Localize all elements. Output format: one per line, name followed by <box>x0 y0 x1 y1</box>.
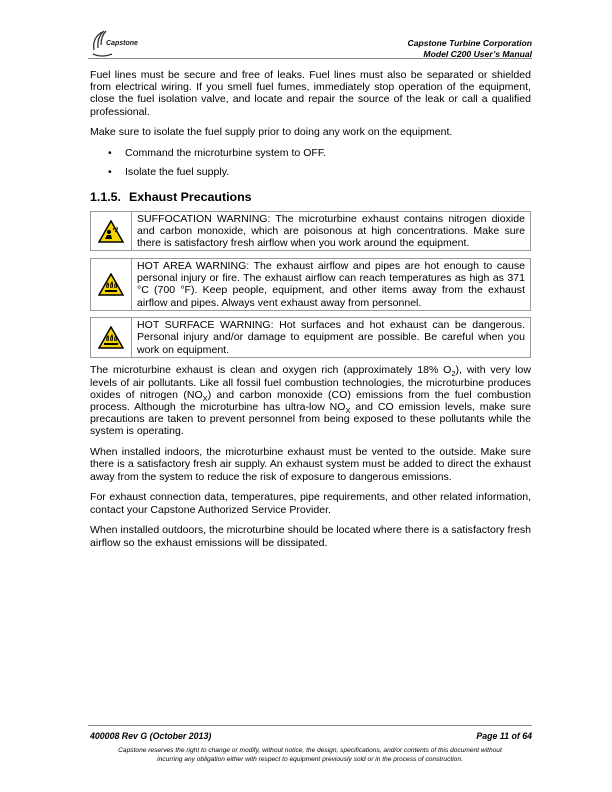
paragraph-exhaust-clean: The microturbine exhaust is clean and oxygen rich (approximately 18% $O_2$), with very low levels of air pollutants. Like all fossil fuel combustion technologies, the microturbine produces oxides of nitrogen $(NO_X)$ and carbon monoxide (CO) emissions from the fuel combustion process. Although the microturbine has ultra-low $NO_X$ and CO emission levels, make sure precautions are taken to prevent personnel from being exposed to these pollutants while the system is operating. <box>90 364 531 438</box>
page-number: Page 11 of 64 <box>476 731 532 741</box>
document-id: 400008 Rev G (October 2013) <box>90 731 212 741</box>
warning-text: SUFFOCATION WARNING: The microturbine exhaust contains nitrogen dioxide and carbon monoxide, which are poisonous at high concentrations. Make sure there is satisfactory fresh airflow when you work around the equipment. <box>137 212 525 250</box>
hot-area-warning-box <box>90 258 531 311</box>
suffocation-warning-box <box>90 211 531 252</box>
warning-text: HOT AREA WARNING: The exhaust airflow and pipes are hot enough to cause personal injury or fire. The exhaust airflow can reach temperatures as high as 371 °C (700 °F). Keep people, equipment, and other items away from the exhaust airflow and pipes. Always vent exhaust away from personnel. <box>137 259 525 309</box>
footer-divider <box>88 725 532 726</box>
paragraph-indoor-install: When installed indoors, the microturbine exhaust must be vented to the outside. Make sure there is a satisfactory fresh air supply. An exhaust system must be added to direct the exhaust away from the system to reduce the risk of exposure to dangerous emissions. <box>90 446 531 483</box>
section-heading <box>90 191 531 203</box>
page-body <box>90 69 531 557</box>
disclaimer-line: Capstone reserves the right to change or modify, without notice, the design, specifications, and/or contents of this document without <box>118 747 502 754</box>
paragraph-fuel-lines: Fuel lines must be secure and free of leaks. Fuel lines must also be separated or shielded from electrical wiring. If you smell fuel fumes, immediately stop operation of the equipment, close the fuel isolation valve, and locate and repair the source of the leak or call a qualified professional. <box>90 69 531 118</box>
disclaimer-line: incurring any obligation either with respect to equipment previously sold or in the process of construction. <box>157 756 463 763</box>
hot-area-warning-icon <box>91 259 132 310</box>
list-item: • Isolate the fuel supply. <box>90 166 531 178</box>
hot-surface-warning-icon <box>91 318 132 357</box>
bullet-list <box>90 147 531 178</box>
capstone-logo <box>88 28 148 60</box>
page-header <box>88 28 532 60</box>
header-divider <box>88 58 532 59</box>
paragraph-exhaust-connection: For exhaust connection data, temperatures, pipe requirements, and other related information, contact your Capstone Authorized Service Provider. <box>90 491 531 516</box>
section-number: 1.1.5. <box>90 189 122 204</box>
company-name: Capstone Turbine Corporation <box>407 38 532 48</box>
paragraph-outdoor-install: When installed outdoors, the microturbine should be located where there is a satisfactory fresh airflow so the exhaust emissions will be dissipated. <box>90 524 531 549</box>
warning-text: HOT SURFACE WARNING: Hot surfaces and hot exhaust can be dangerous. Personal injury and/or damage to equipment are possible. Be careful when you work on equipment. <box>137 319 525 356</box>
list-item: • Command the microturbine system to OFF. <box>90 147 531 159</box>
manual-title: Model C200 User’s Manual <box>423 49 532 59</box>
section-title: Exhaust Precautions <box>129 189 252 204</box>
logo-text: Capstone <box>106 40 138 47</box>
hot-surface-warning-box <box>90 317 531 358</box>
paragraph-isolate-fuel: Make sure to isolate the fuel supply prior to doing any work on the equipment. <box>90 126 453 139</box>
header-titles <box>408 38 532 60</box>
toxic-gas-warning-icon <box>91 212 132 251</box>
footer-disclaimer <box>88 746 532 764</box>
